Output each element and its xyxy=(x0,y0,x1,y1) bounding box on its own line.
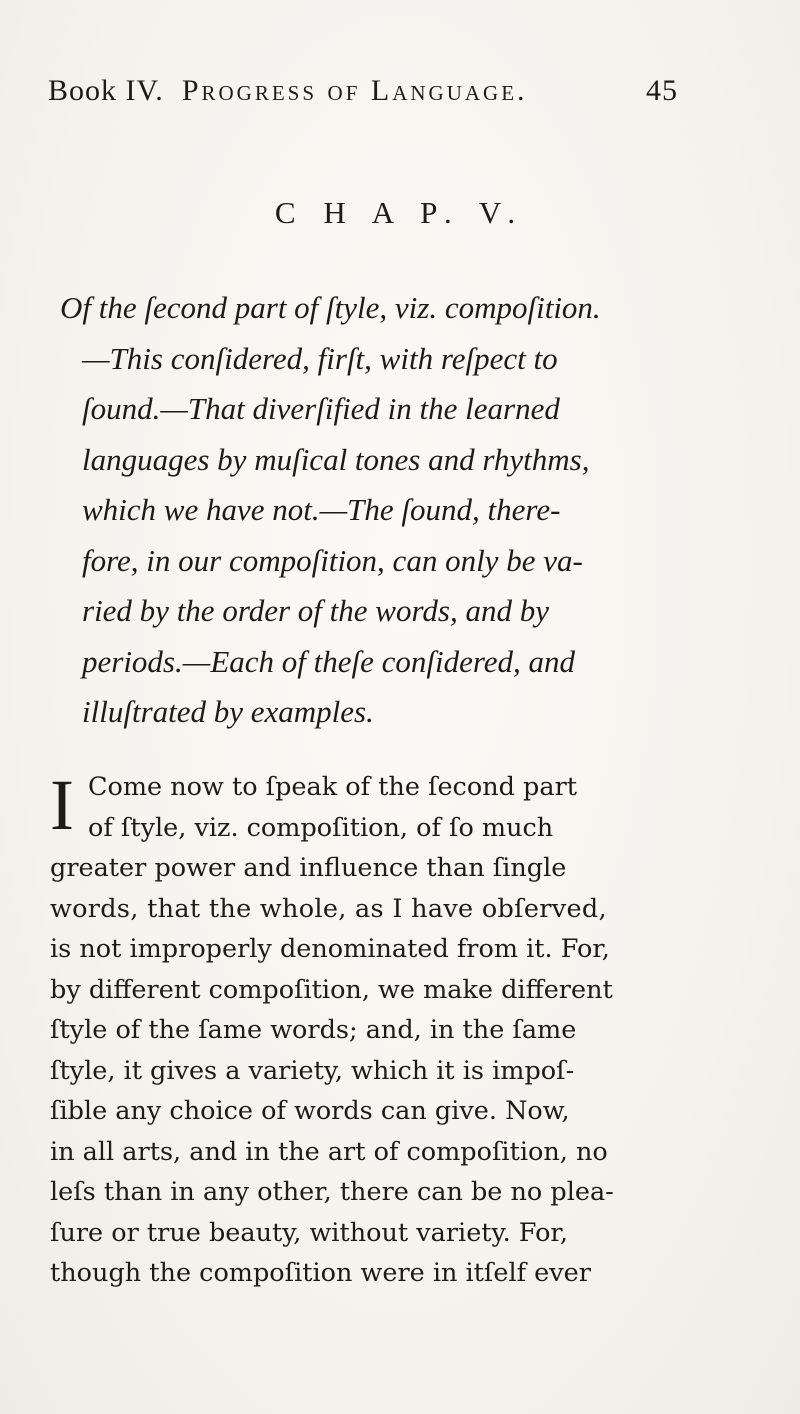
chapter-heading: C H A P. V. xyxy=(274,195,526,230)
opening-lines xyxy=(50,767,750,848)
book-label: Book IV. xyxy=(48,74,164,107)
drop-cap: I xyxy=(50,765,74,845)
argument-line: Of the ſecond part of ſtyle, viz. compoſition. xyxy=(60,290,601,325)
argument-line: languages by muſical tones and rhythms, xyxy=(82,441,590,477)
argument-line: —This conſidered, firſt, with reſpect to xyxy=(82,340,558,376)
running-head xyxy=(48,74,688,108)
text-line: ſure or true beauty, without variety. For, xyxy=(50,1217,568,1248)
argument-line: illuſtrated by examples. xyxy=(82,694,374,729)
argument-line: ſound.—That diverſified in the learned xyxy=(82,391,560,426)
text-line: in all arts, and in the art of compoſition, no xyxy=(50,1136,608,1167)
page-number: 45 xyxy=(646,74,678,107)
argument-line: ried by the order of the words, and by xyxy=(82,593,549,628)
text-line: of ſtyle, viz. compoſition, of ſo much xyxy=(88,812,554,843)
text-line: by different compoſition, we make different xyxy=(50,974,613,1005)
text-line: though the compoſition were in itſelf ever xyxy=(50,1258,591,1288)
text-line: ſible any choice of words can give. Now, xyxy=(50,1096,570,1126)
text-line: is not improperly denominated from it. For, xyxy=(50,934,610,964)
text-line: ſtyle, it gives a variety, which it is impoſ- xyxy=(50,1055,575,1086)
text-line: Come now to ſpeak of the ſecond part xyxy=(88,772,578,802)
argument-line: which we have not.—The ſound, there- xyxy=(82,492,561,527)
body-paragraph xyxy=(50,767,750,1294)
argument-line: fore, in our compoſition, can only be va- xyxy=(82,542,583,578)
running-title: Progress of Language. xyxy=(181,74,528,107)
text-line: leſs than in any other, there can be no plea- xyxy=(50,1177,614,1207)
text-line: ſtyle of the ſame words; and, in the ſame xyxy=(50,1015,577,1045)
argument-line: periods.—Each of theſe conſidered, and xyxy=(82,643,576,679)
text-line: words, that the whole, as I have obſerved, xyxy=(50,893,607,924)
text-line: greater power and influence than ſingle xyxy=(50,853,567,883)
chapter-argument xyxy=(60,283,740,738)
